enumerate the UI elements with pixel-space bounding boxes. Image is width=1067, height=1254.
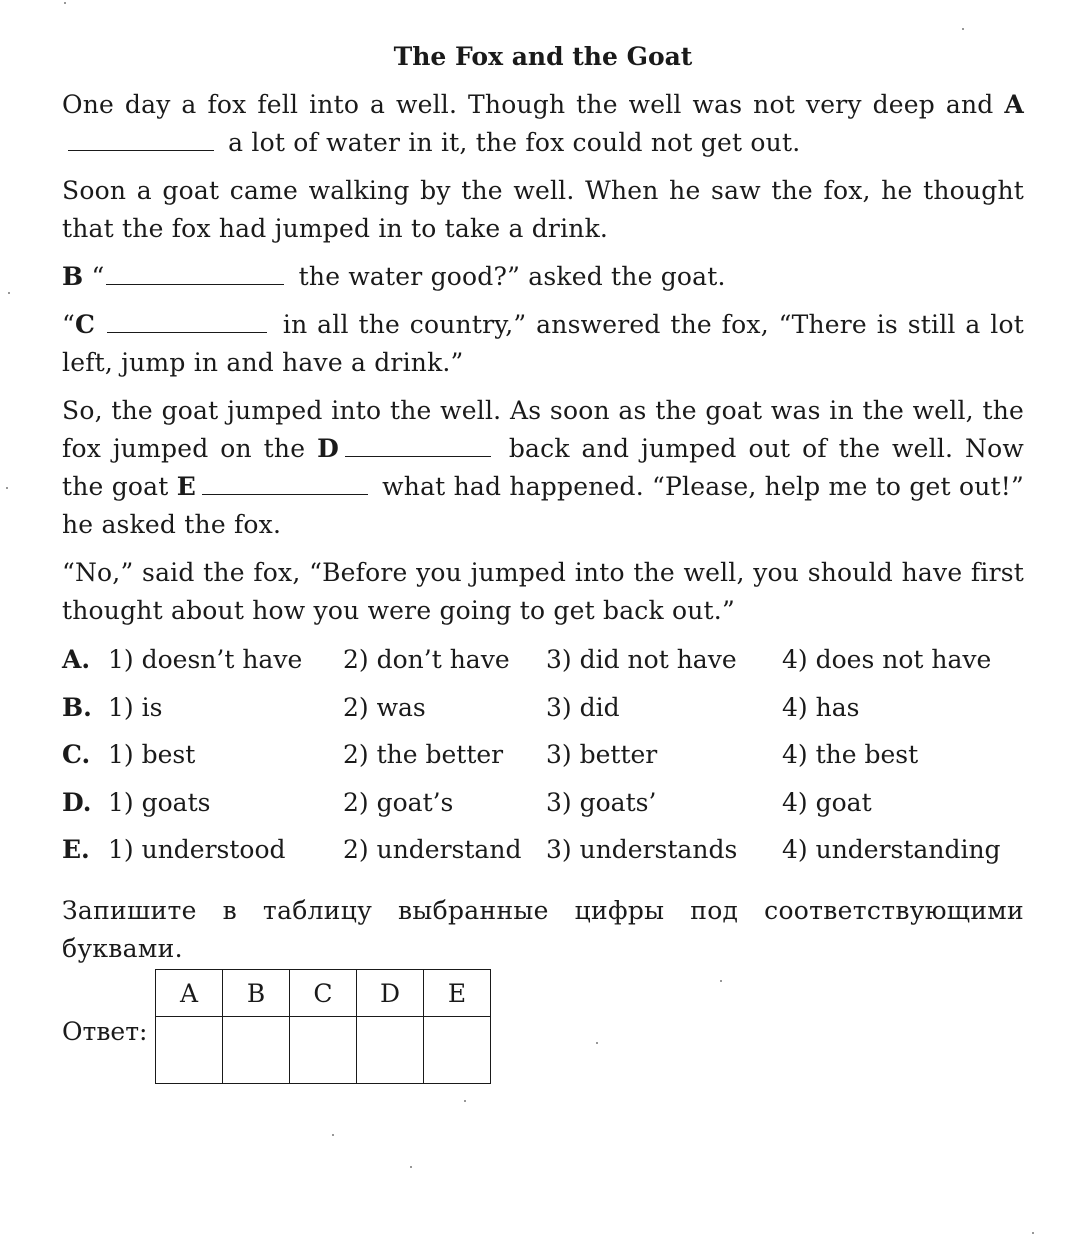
story-paragraph-4 — [62, 306, 1024, 382]
gap-blank-e[interactable] — [202, 474, 368, 495]
option-row-label: C. — [62, 740, 91, 769]
answer-cell-a[interactable] — [156, 1017, 223, 1084]
option-choice[interactable]: 4) does not have — [782, 645, 992, 674]
answer-header-a: A — [156, 970, 223, 1017]
story-paragraph-2 — [62, 172, 1024, 248]
option-choice[interactable]: 1) doesn’t have — [108, 645, 303, 674]
option-row-d — [62, 783, 1024, 831]
story-paragraph-5 — [62, 392, 1024, 544]
scan-speck — [464, 1100, 466, 1102]
worksheet — [62, 38, 1024, 1046]
gap-label-e: E — [176, 472, 196, 501]
option-choice[interactable]: 1) is — [108, 692, 163, 722]
scan-speck — [410, 1166, 412, 1168]
answer-label: Ответ: — [62, 1017, 148, 1046]
instruction-text: Запишите в таблицу выбранные цифры под соответствующими буквами. — [62, 895, 1024, 963]
answer-header-c: C — [290, 970, 357, 1017]
scan-speck — [962, 28, 964, 30]
gap-label-c: C — [74, 310, 96, 339]
paragraph-text: the water good?” asked the goat. — [298, 262, 726, 291]
option-row-label: D. — [62, 787, 92, 817]
option-row-label: B. — [62, 692, 92, 722]
paragraph-text: what had happened. “Please, help me to get out!” he asked the fox. — [62, 472, 1024, 539]
answer-cell-d[interactable] — [357, 1017, 424, 1084]
answer-header-row — [156, 970, 491, 1017]
option-choice[interactable]: 4) understanding — [782, 835, 1001, 864]
answer-block — [62, 969, 562, 1089]
option-choice[interactable]: 2) don’t have — [343, 645, 510, 674]
scan-speck — [332, 1134, 334, 1136]
option-choice[interactable]: 2) understand — [343, 835, 522, 864]
answer-header-b: B — [223, 970, 290, 1017]
page-title: The Fox and the Goat — [393, 42, 693, 71]
scan-speck — [64, 2, 66, 4]
paragraph-text: One day a fox fell into a well. Though the well was not very deep and — [62, 90, 994, 119]
story-paragraph-3 — [62, 258, 1024, 296]
option-row-label: E. — [62, 835, 90, 864]
paragraph-text: “No,” said the fox, “Before you jumped into the well, you should have first thought about how you were going to get back out.” — [62, 558, 1024, 625]
scan-speck — [720, 980, 722, 982]
paragraph-text: So, the goat jumped into the well. As soon as the goat was in the well, the fox jumped on the — [62, 396, 1024, 463]
option-row-label: A. — [62, 645, 91, 674]
paragraph-text: in all the country,” answered the fox, “There is still a lot left, jump in and have a drink.” — [62, 310, 1024, 377]
option-row-b — [62, 688, 1024, 736]
option-choice[interactable]: 4) has — [782, 692, 860, 722]
option-choice[interactable]: 4) goat — [782, 787, 872, 817]
option-choice[interactable]: 4) the best — [782, 740, 919, 769]
option-choice[interactable]: 3) goats’ — [546, 787, 657, 817]
option-row-c — [62, 735, 1024, 783]
answer-header-e: E — [424, 970, 491, 1017]
answer-table — [155, 969, 491, 1084]
answer-options — [62, 640, 1024, 878]
paragraph-text: back and jumped out of the well. Now the goat — [62, 434, 1024, 501]
option-row-a — [62, 640, 1024, 688]
answer-cell-c[interactable] — [290, 1017, 357, 1084]
gap-blank-d[interactable] — [345, 436, 491, 457]
option-choice[interactable]: 3) did — [546, 692, 620, 722]
option-choice[interactable]: 1) understood — [108, 835, 286, 864]
gap-blank-a[interactable] — [68, 130, 214, 151]
option-choice[interactable]: 2) was — [343, 692, 426, 722]
scan-speck — [1032, 1232, 1034, 1234]
option-choice[interactable]: 3) understands — [546, 835, 738, 864]
scan-speck — [8, 292, 10, 294]
answer-input-row — [156, 1017, 491, 1084]
paragraph-text: Soon a goat came walking by the well. When he saw the fox, he thought that the fox had jumped in to take a drink. — [62, 176, 1024, 243]
paragraph-text: a lot of water in it, the fox could not get out. — [228, 128, 801, 157]
story-paragraph-1 — [62, 86, 1024, 162]
scan-speck — [596, 1042, 598, 1044]
gap-blank-c[interactable] — [107, 312, 267, 333]
gap-label-d: D — [317, 434, 339, 463]
option-choice[interactable]: 2) the better — [343, 740, 504, 769]
option-choice[interactable]: 1) goats — [108, 787, 211, 817]
answer-header-d: D — [357, 970, 424, 1017]
gap-label-a: A — [1004, 90, 1024, 119]
answer-cell-b[interactable] — [223, 1017, 290, 1084]
story-paragraph-6 — [62, 554, 1024, 630]
option-row-e — [62, 830, 1024, 878]
option-choice[interactable]: 3) better — [546, 740, 658, 769]
open-quote: “ — [91, 262, 105, 291]
answer-cell-e[interactable] — [424, 1017, 491, 1084]
scan-speck — [6, 487, 8, 489]
gap-label-b: B — [62, 262, 84, 291]
option-choice[interactable]: 2) goat’s — [343, 787, 454, 817]
option-choice[interactable]: 1) best — [108, 740, 196, 769]
option-choice[interactable]: 3) did not have — [546, 645, 737, 674]
open-quote: “ — [62, 310, 75, 339]
gap-blank-b[interactable] — [106, 264, 284, 285]
